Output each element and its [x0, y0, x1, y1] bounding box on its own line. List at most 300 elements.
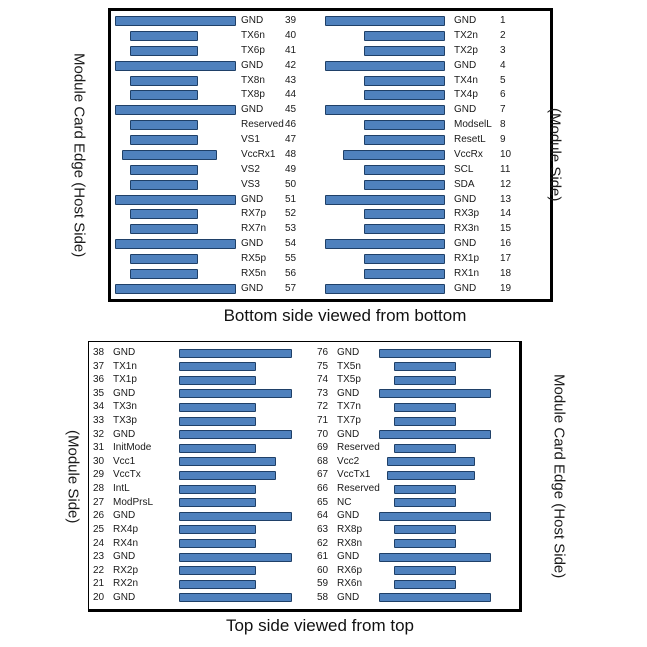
pin-name: TX4p [454, 89, 478, 101]
pin-pad-area [179, 376, 295, 385]
pin-row [115, 16, 315, 26]
pin-pad-bar [394, 566, 456, 575]
pin-number: 61 [317, 551, 329, 563]
pin-row [93, 539, 303, 549]
pin-name: GND [454, 282, 477, 294]
pin-row [93, 498, 303, 508]
pin-number: 47 [285, 134, 297, 145]
pin-pad-bar [179, 417, 256, 426]
pin-row [317, 348, 517, 358]
pin-pad-area [379, 376, 493, 385]
pin-pad-area [379, 539, 493, 548]
pin-number: 72 [317, 401, 329, 413]
pin-row [115, 90, 315, 100]
pin-pad-area [324, 254, 445, 264]
pin-row [93, 375, 303, 385]
pin-name: GND [337, 428, 360, 440]
pin-pad-bar [179, 403, 256, 412]
pin-pad-bar [115, 284, 236, 294]
panel-bottom-side-view [108, 8, 553, 302]
pin-pad-bar [364, 46, 445, 56]
edge-label-module-side-top: (Module Side) [546, 108, 564, 202]
pin-row [93, 525, 303, 535]
pin-pad-bar [122, 150, 217, 160]
pin-row [317, 579, 517, 589]
pin-pad-bar [325, 239, 445, 249]
pin-pad-area [115, 150, 241, 160]
pin-row [317, 402, 517, 412]
pin-number: 44 [285, 89, 297, 101]
pin-pad-area [115, 239, 241, 249]
pin-pad-area [179, 457, 295, 466]
pin-pad-area [179, 525, 295, 534]
pin-number: 15 [500, 223, 512, 235]
pin-row [93, 362, 303, 372]
pin-row [115, 150, 315, 160]
pin-pad-bar [179, 566, 256, 575]
pin-pad-area [324, 269, 445, 279]
pin-pad-area [179, 362, 295, 371]
pin-row [324, 150, 524, 160]
pin-pad-area [115, 195, 241, 205]
pin-name: RX1n [454, 267, 480, 279]
pin-pad-area [115, 209, 241, 219]
pin-pad-area [379, 580, 493, 589]
pin-pad-bar [379, 349, 491, 358]
pin-row [317, 430, 517, 440]
pin-pad-bar [130, 135, 198, 145]
pin-number: 75 [317, 360, 329, 372]
pin-name: RX4n [113, 537, 139, 549]
pin-row [93, 511, 303, 521]
pin-row [317, 552, 517, 562]
pin-pad-area [379, 362, 493, 371]
pin-pad-area [115, 284, 241, 294]
pin-number: 33 [93, 415, 105, 427]
pin-name: IntL [113, 483, 130, 495]
pin-pad-area [324, 284, 445, 294]
pin-pad-bar [343, 150, 445, 160]
pin-row [324, 16, 524, 26]
pin-name: RX3p [454, 208, 480, 220]
pin-number: 49 [285, 163, 297, 175]
pin-pad-bar [394, 498, 456, 507]
pin-pad-area [179, 512, 295, 521]
pin-pad-area [379, 525, 493, 534]
pin-row [115, 165, 315, 175]
pin-row [115, 209, 315, 219]
pin-number: 6 [500, 89, 506, 101]
pin-name: TX1p [113, 374, 137, 386]
pin-row [317, 525, 517, 535]
pin-number: 29 [93, 469, 105, 481]
pin-name: Vcc2 [337, 455, 360, 467]
pin-number: 46 [285, 119, 297, 131]
pin-row [115, 269, 315, 279]
pin-number: 25 [93, 523, 105, 535]
pin-name: RX5n [241, 267, 267, 279]
pin-name: TX6p [241, 44, 265, 56]
pin-name: GND [454, 193, 477, 205]
pin-number: 67 [317, 469, 329, 481]
pin-number: 57 [285, 282, 297, 294]
pin-pad-area [115, 90, 241, 100]
pin-name: GND [454, 59, 477, 71]
pin-name: RX4p [113, 523, 139, 535]
pin-name: NC [337, 496, 352, 508]
pin-name: GND [241, 104, 264, 116]
pin-pad-area [324, 105, 445, 115]
pin-pad-bar [364, 269, 445, 279]
pin-name: GND [337, 551, 360, 563]
pin-name: TX1n [113, 360, 137, 372]
pin-number: 12 [500, 178, 512, 190]
pin-pad-bar [394, 485, 456, 494]
pin-pad-bar [179, 444, 256, 453]
pin-name: SCL [454, 163, 474, 175]
pin-pad-area [324, 195, 445, 205]
pin-name: GND [113, 591, 136, 603]
pin-number: 53 [285, 223, 297, 235]
pin-pad-area [179, 580, 295, 589]
pin-name: ResetL [454, 134, 486, 145]
pin-number: 38 [93, 347, 105, 358]
pin-pad-bar [179, 362, 256, 371]
pin-pad-bar [364, 209, 445, 219]
pin-pad-area [179, 566, 295, 575]
pin-number: 13 [500, 193, 512, 205]
pin-pad-bar [387, 457, 475, 466]
pin-name: TX2n [454, 29, 478, 41]
pin-number: 62 [317, 537, 329, 549]
pin-pad-bar [379, 553, 491, 562]
pin-number: 34 [93, 401, 105, 413]
pin-pad-area [324, 150, 445, 160]
pin-pad-area [324, 224, 445, 234]
pin-pad-bar [130, 165, 198, 175]
pin-row [324, 90, 524, 100]
pin-pad-area [179, 498, 295, 507]
pin-name: TX5n [337, 360, 361, 372]
pin-pad-bar [325, 16, 445, 26]
pin-number: 42 [285, 59, 297, 71]
pin-number: 40 [285, 29, 297, 41]
pin-row [115, 224, 315, 234]
caption-top-view: Top side viewed from top [225, 616, 415, 635]
pin-pad-area [115, 76, 241, 86]
pin-name: GND [241, 59, 264, 71]
pin-row [317, 566, 517, 576]
pin-pad-bar [130, 120, 198, 130]
pin-name: Reserved [337, 483, 380, 495]
pin-pad-area [115, 120, 241, 130]
pin-name: VccRx1 [241, 148, 276, 160]
pin-name: GND [113, 428, 136, 440]
pin-row [93, 348, 303, 358]
pin-row [324, 135, 524, 145]
pin-pad-bar [394, 417, 456, 426]
pin-pad-bar [379, 593, 491, 602]
pin-pad-area [179, 485, 295, 494]
pin-pad-area [115, 224, 241, 234]
pin-name: RX7n [241, 223, 267, 235]
pin-name: ModPrsL [113, 496, 154, 508]
pin-row [93, 457, 303, 467]
pin-row [324, 31, 524, 41]
pin-number: 3 [500, 44, 506, 56]
pin-pad-area [324, 90, 445, 100]
pin-number: 2 [500, 29, 506, 41]
pin-name: TX6n [241, 29, 265, 41]
pin-row [324, 120, 524, 130]
pin-number: 66 [317, 483, 329, 495]
pin-pad-area [324, 61, 445, 71]
edge-label-host-side-bottom: Module Card Edge (Host Side) [550, 374, 568, 579]
pin-pad-area [379, 471, 493, 480]
pin-name: GND [113, 510, 136, 522]
pin-number: 1 [500, 15, 506, 26]
pin-name: GND [337, 347, 360, 358]
pin-pad-bar [130, 90, 198, 100]
pin-pad-area [179, 553, 295, 562]
pin-row [115, 284, 315, 294]
edge-label-host-side-top: Module Card Edge (Host Side) [70, 52, 88, 258]
pin-name: TX7n [337, 401, 361, 413]
pin-number: 22 [93, 564, 105, 576]
pin-number: 52 [285, 208, 297, 220]
pin-name: GND [113, 551, 136, 563]
pin-number: 7 [500, 104, 506, 116]
panel-top-side-view [88, 341, 522, 612]
pin-number: 36 [93, 374, 105, 386]
pin-name: Vcc1 [113, 455, 136, 467]
pin-pad-area [115, 61, 241, 71]
pin-number: 31 [93, 442, 105, 454]
pin-name: VS2 [241, 163, 260, 175]
pin-number: 21 [93, 578, 105, 590]
pin-row [115, 254, 315, 264]
pin-name: RX6n [337, 578, 363, 590]
pin-row [115, 61, 315, 71]
pin-pad-area [379, 389, 493, 398]
pin-pad-bar [379, 512, 491, 521]
pin-pad-area [324, 135, 445, 145]
pin-pad-bar [179, 593, 292, 602]
pin-row [93, 579, 303, 589]
pin-pad-bar [394, 362, 456, 371]
pin-pad-area [324, 16, 445, 26]
pin-name: VS1 [241, 134, 260, 145]
pin-row [115, 195, 315, 205]
pin-number: 35 [93, 387, 105, 399]
pin-row [324, 195, 524, 205]
pin-pad-bar [130, 209, 198, 219]
pin-pad-bar [325, 61, 445, 71]
pin-row [115, 239, 315, 249]
pin-row [93, 430, 303, 440]
pin-pad-bar [179, 471, 276, 480]
pin-number: 17 [500, 253, 512, 264]
pin-name: GND [337, 387, 360, 399]
pin-column-39-57 [115, 16, 315, 294]
pin-pad-bar [130, 224, 198, 234]
pin-number: 63 [317, 523, 329, 535]
pin-name: ModselL [454, 119, 492, 131]
pin-pad-bar [130, 46, 198, 56]
pin-row [115, 76, 315, 86]
pin-pad-bar [364, 76, 445, 86]
pin-pad-area [379, 417, 493, 426]
pin-number: 58 [317, 591, 329, 603]
pin-row [93, 443, 303, 453]
pin-pad-bar [394, 539, 456, 548]
pin-number: 68 [317, 455, 329, 467]
pin-name: Reserved [337, 442, 380, 454]
pin-pad-area [115, 165, 241, 175]
pin-name: GND [241, 282, 264, 294]
pin-pad-bar [115, 16, 236, 26]
pin-pad-bar [179, 525, 256, 534]
pin-row [324, 269, 524, 279]
pin-name: SDA [454, 178, 475, 190]
pin-pad-bar [179, 498, 256, 507]
pin-row [93, 593, 303, 603]
pin-number: 20 [93, 591, 105, 603]
pin-name: GND [454, 238, 477, 250]
pin-pad-bar [179, 553, 292, 562]
pin-pad-bar [394, 525, 456, 534]
pin-row [115, 135, 315, 145]
pin-name: GND [241, 238, 264, 250]
pin-name: RX2n [113, 578, 139, 590]
pin-number: 55 [285, 253, 297, 264]
pin-number: 48 [285, 148, 297, 160]
pin-number: 18 [500, 267, 512, 279]
pin-row [317, 470, 517, 480]
pin-row [324, 61, 524, 71]
pin-name: RX6p [337, 564, 363, 576]
pin-name: VccTx [113, 469, 141, 481]
pin-number: 64 [317, 510, 329, 522]
pin-row [93, 566, 303, 576]
pin-pad-area [115, 180, 241, 190]
pin-number: 39 [285, 15, 297, 26]
pin-row [115, 180, 315, 190]
pin-pad-area [324, 31, 445, 41]
pin-pad-area [324, 120, 445, 130]
pin-pad-area [379, 512, 493, 521]
pin-number: 19 [500, 282, 512, 294]
pin-pad-area [179, 403, 295, 412]
pin-number: 76 [317, 347, 329, 358]
pin-name: RX3n [454, 223, 480, 235]
pin-pad-bar [364, 254, 445, 264]
pin-pad-area [379, 498, 493, 507]
pin-pad-bar [115, 61, 236, 71]
pin-row [324, 165, 524, 175]
pin-row [115, 120, 315, 130]
pin-pad-bar [394, 580, 456, 589]
pin-row [324, 105, 524, 115]
pin-name: GND [454, 104, 477, 116]
pin-number: 74 [317, 374, 329, 386]
pin-pad-bar [179, 539, 256, 548]
pin-name: TX3n [113, 401, 137, 413]
pin-name: Reserved [241, 119, 284, 131]
pin-pad-area [115, 16, 241, 26]
pin-pad-area [379, 403, 493, 412]
pin-number: 24 [93, 537, 105, 549]
pin-name: GND [113, 387, 136, 399]
pin-row [93, 552, 303, 562]
pin-name: VccTx1 [337, 469, 371, 481]
edge-label-module-side-bottom: (Module Side) [64, 429, 82, 524]
pin-pad-area [379, 553, 493, 562]
pin-pad-area [324, 46, 445, 56]
pin-row [317, 457, 517, 467]
pin-pad-area [179, 444, 295, 453]
pin-pad-bar [364, 135, 445, 145]
pin-row [317, 389, 517, 399]
pin-pad-bar [394, 403, 456, 412]
pin-row [324, 254, 524, 264]
pin-number: 71 [317, 415, 329, 427]
pin-name: GND [454, 15, 477, 26]
pin-pad-area [115, 31, 241, 41]
pin-pad-area [324, 239, 445, 249]
pin-pad-area [379, 349, 493, 358]
pin-pad-bar [364, 180, 445, 190]
pin-row [317, 375, 517, 385]
pin-pad-bar [394, 376, 456, 385]
pin-pad-area [324, 209, 445, 219]
pin-name: VccRx [454, 148, 483, 160]
pin-pad-area [379, 430, 493, 439]
pin-pad-area [179, 389, 295, 398]
pin-pad-area [179, 539, 295, 548]
pin-pad-bar [325, 105, 445, 115]
pin-name: GND [113, 347, 136, 358]
pin-number: 14 [500, 208, 512, 220]
pin-number: 16 [500, 238, 512, 250]
caption-bottom-view: Bottom side viewed from bottom [223, 306, 467, 325]
pin-name: GND [337, 591, 360, 603]
pin-name: RX8p [337, 523, 363, 535]
pin-pad-area [115, 135, 241, 145]
pin-number: 43 [285, 74, 297, 86]
pin-name: RX2p [113, 564, 139, 576]
pin-pad-area [115, 254, 241, 264]
pin-row [324, 76, 524, 86]
pin-number: 59 [317, 578, 329, 590]
pin-number: 51 [285, 193, 297, 205]
pin-row [317, 484, 517, 494]
pin-pad-bar [364, 31, 445, 41]
pin-name: RX8n [337, 537, 363, 549]
pin-number: 37 [93, 360, 105, 372]
pin-pad-bar [179, 376, 256, 385]
pin-number: 69 [317, 442, 329, 454]
pin-row [93, 389, 303, 399]
pin-name: VS3 [241, 178, 260, 190]
pin-row [93, 416, 303, 426]
pin-row [324, 239, 524, 249]
pin-row [324, 180, 524, 190]
pin-pad-area [324, 180, 445, 190]
pin-row [317, 362, 517, 372]
pin-pad-bar [179, 389, 292, 398]
pin-pad-bar [364, 120, 445, 130]
